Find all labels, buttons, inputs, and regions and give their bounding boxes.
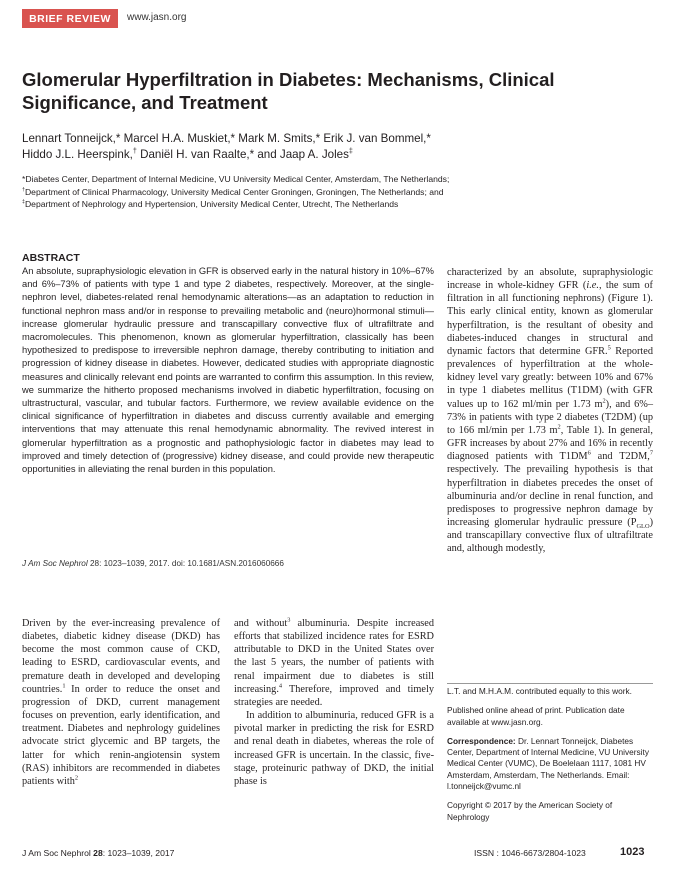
- ref-7[interactable]: 7: [649, 449, 653, 457]
- article-notes: [447, 686, 653, 831]
- copyright-note: Copyright © 2017 by the American Society of Nephrology: [447, 800, 613, 822]
- citation-journal: J Am Soc Nephrol: [22, 559, 88, 568]
- footer-citation: J Am Soc Nephrol 28: 1023–1039, 2017: [22, 848, 175, 858]
- ref-3[interactable]: 3: [287, 616, 291, 624]
- body-column-2: [234, 617, 434, 788]
- footnote-divider: [447, 683, 653, 684]
- page-number: 1023: [620, 846, 645, 858]
- abstract-body: An absolute, supraphysiologic elevation in GFR is observed early in the natural history in 10%–67% and 6%–73% of patients with type 1 and type 2 diabetes, respectively. Moreover, at the single-nephron level, diabetes-related renal hemodynamic alterations—as an adaptation to reduction in functional nephron mass and/or in response to prevailing metabolic and (neuro)hormonal stimuli—increase glomerular hydraulic pressure and transcapillary convective flux of ultrafiltrate and macromolecules. This phenomenon, known as glomerular hyperfiltration, classically has been hypothesized to predispose to irreversible nephron damage, thereby contributing to initiation and progression of kidney disease in diabetes. However, dedicated studies with appropriate diagnostic measures and clinically relevant end points are warranted to confirm this assumption. In this review, we summarize the hitherto proposed mechanisms involved in diabetic hyperfiltration, focusing on ultrastructural, vascular, and tubular factors. Furthermore, we review available evidence on the clinical significance of hyperfiltration in diabetes and discuss currently available and emerging interventions that may attenuate this renal hemodynamic abnormality. The revived interest in glomerular hyperfiltration as a prognostic and pathophysiologic factor in diabetes may lead to improved and timely detection of (progressive) kidney disease, and could provide new therapeutic opportunities in alleviating the renal burden in this population.: [22, 266, 434, 475]
- author-list: [22, 131, 642, 163]
- author-line-2: [22, 147, 642, 163]
- article-title: Glomerular Hyperfiltration in Diabetes: Mechanisms, Clinical Significance, and Treatment: [22, 69, 555, 113]
- abstract-heading: ABSTRACT: [22, 252, 80, 264]
- ref-5[interactable]: 5: [607, 344, 611, 352]
- body-paragraph: In addition to albuminuria, reduced GFR is a pivotal marker in predicting the risk for ESRD and renal death in diabetes, whereas the role of increased GFR is uncertain. In the classic, five-stage, proteinuric pathway of DKD, the initial phase is: [234, 710, 434, 787]
- body-paragraph: Driven by the ever-increasing prevalence of diabetes, diabetic kidney disease (DKD) has become the most common cause of CKD, leading to ESRD, cardiovascular events, and premature death in developed and developing countries.$^1$ In order to reduce the onset and progression of DKD, current management focuses on prevention, early identification, and treatment. Diabetes and nephrology guidelines advocate strict glycemic and BP targets, the latter for which renin-angiotensin system (RAS) inhibitors are recommended in diabetes patients with$^2$: [22, 618, 220, 787]
- author-line-1: Lennart Tonneijck,* Marcel H.A. Muskiet,* Mark M. Smits,* Erik J. van Bommel,*: [22, 132, 431, 145]
- article-type-badge: BRIEF REVIEW: [22, 9, 118, 28]
- ref-1[interactable]: 1: [62, 682, 66, 690]
- double-dagger-mark: ‡: [348, 146, 353, 156]
- body-paragraph: characterized by an absolute, supraphysiologic increase in whole-kidney GFR (i.e., the sum of filtration in all functioning nephrons) (Figure 1). This early clinical entity, known as glomerular hyperfiltration, is the resultant of obesity and diabetes-induced changes in structural and dynamic factors that determine GFR.$^5$ Reported prevalences of hyperfiltration at the whole-kidney level vary greatly: between 10% and 67% in type 1 diabetes mellitus (T1DM) (with GFR values up to 162 ml/min per 1.73 $m^2$), and 6%–73% in patients with type 2 diabetes (T2DM) (up to 166 ml/min per 1.73 $m^2$, Table 1). In general, GFR increases by about 27% and 16% in recently diagnosed patients with $T1DM^6$ and T2DM,$^7$ respectively. The prevailing hypothesis is that hyperfiltration in diabetes precedes the onset of albuminuria and/or decline in renal function, and predisposes to progressive nephron damage by increasing glomerular hydraulic pressure $(P_{GLO})$ and transcapillary convective flux of ultrafiltrate and, although modestly,: [447, 267, 653, 555]
- correspondence-note: Correspondence: Dr. Lennart Tonneijck, Diabetes Center, Department of Internal Medicine, VU University Medical Center (VUMC), De Boelelaan 1117, 1081 HV Amsterdam, Amsterdam, The Netherlands. Email: l.tonneijck@vumc.nl: [447, 735, 649, 792]
- affiliations: [22, 173, 642, 211]
- dagger-mark: †: [22, 186, 25, 193]
- ref-6[interactable]: 6: [587, 449, 591, 457]
- body-column-1: [22, 617, 220, 788]
- citation-line: [22, 559, 284, 568]
- author-heerspink: Hiddo J.L. Heerspink,: [22, 148, 133, 161]
- contribution-note: L.T. and M.H.A.M. contributed equally to this work.: [447, 686, 632, 696]
- ref-4[interactable]: 4: [278, 682, 283, 690]
- citation-details: 28: 1023–1039, 2017. doi: 10.1681/ASN.2016060666: [89, 559, 284, 568]
- journal-url[interactable]: www.jasn.org: [127, 12, 187, 23]
- right-column-text: [447, 266, 653, 555]
- publication-note: Published online ahead of print. Publication date available at www.jasn.org.: [447, 705, 625, 727]
- ref-2[interactable]: 2: [74, 774, 79, 782]
- affiliation-2: †Department of Clinical Pharmacology, University Medical Center Groningen, Groningen, The Netherlands; and: [22, 186, 444, 197]
- affiliation-3: ‡Department of Nephrology and Hypertension, University Medical Center, Utrecht, The Netherlands: [22, 199, 399, 209]
- body-paragraph: and without$^3$ albuminuria. Despite increased efforts that stabilized incidence rates for ESRD attributable to DKD in the United States over the last 5 years, the number of patients with renal impairment due to diabetes is still increasing.$^4$ Therefore, improved and timely strategies are needed.: [234, 616, 435, 708]
- author-raalte-joles: Daniël H. van Raalte,* and Jaap A. Joles: [140, 148, 349, 161]
- double-dagger-mark: ‡: [22, 199, 25, 206]
- footer-issn: ISSN : 1046-6673/2804-1023: [474, 848, 586, 858]
- affiliation-1: *Diabetes Center, Department of Internal Medicine, VU University Medical Center, Amsterdam, The Netherlands;: [22, 174, 450, 184]
- dagger-mark: †: [132, 146, 137, 156]
